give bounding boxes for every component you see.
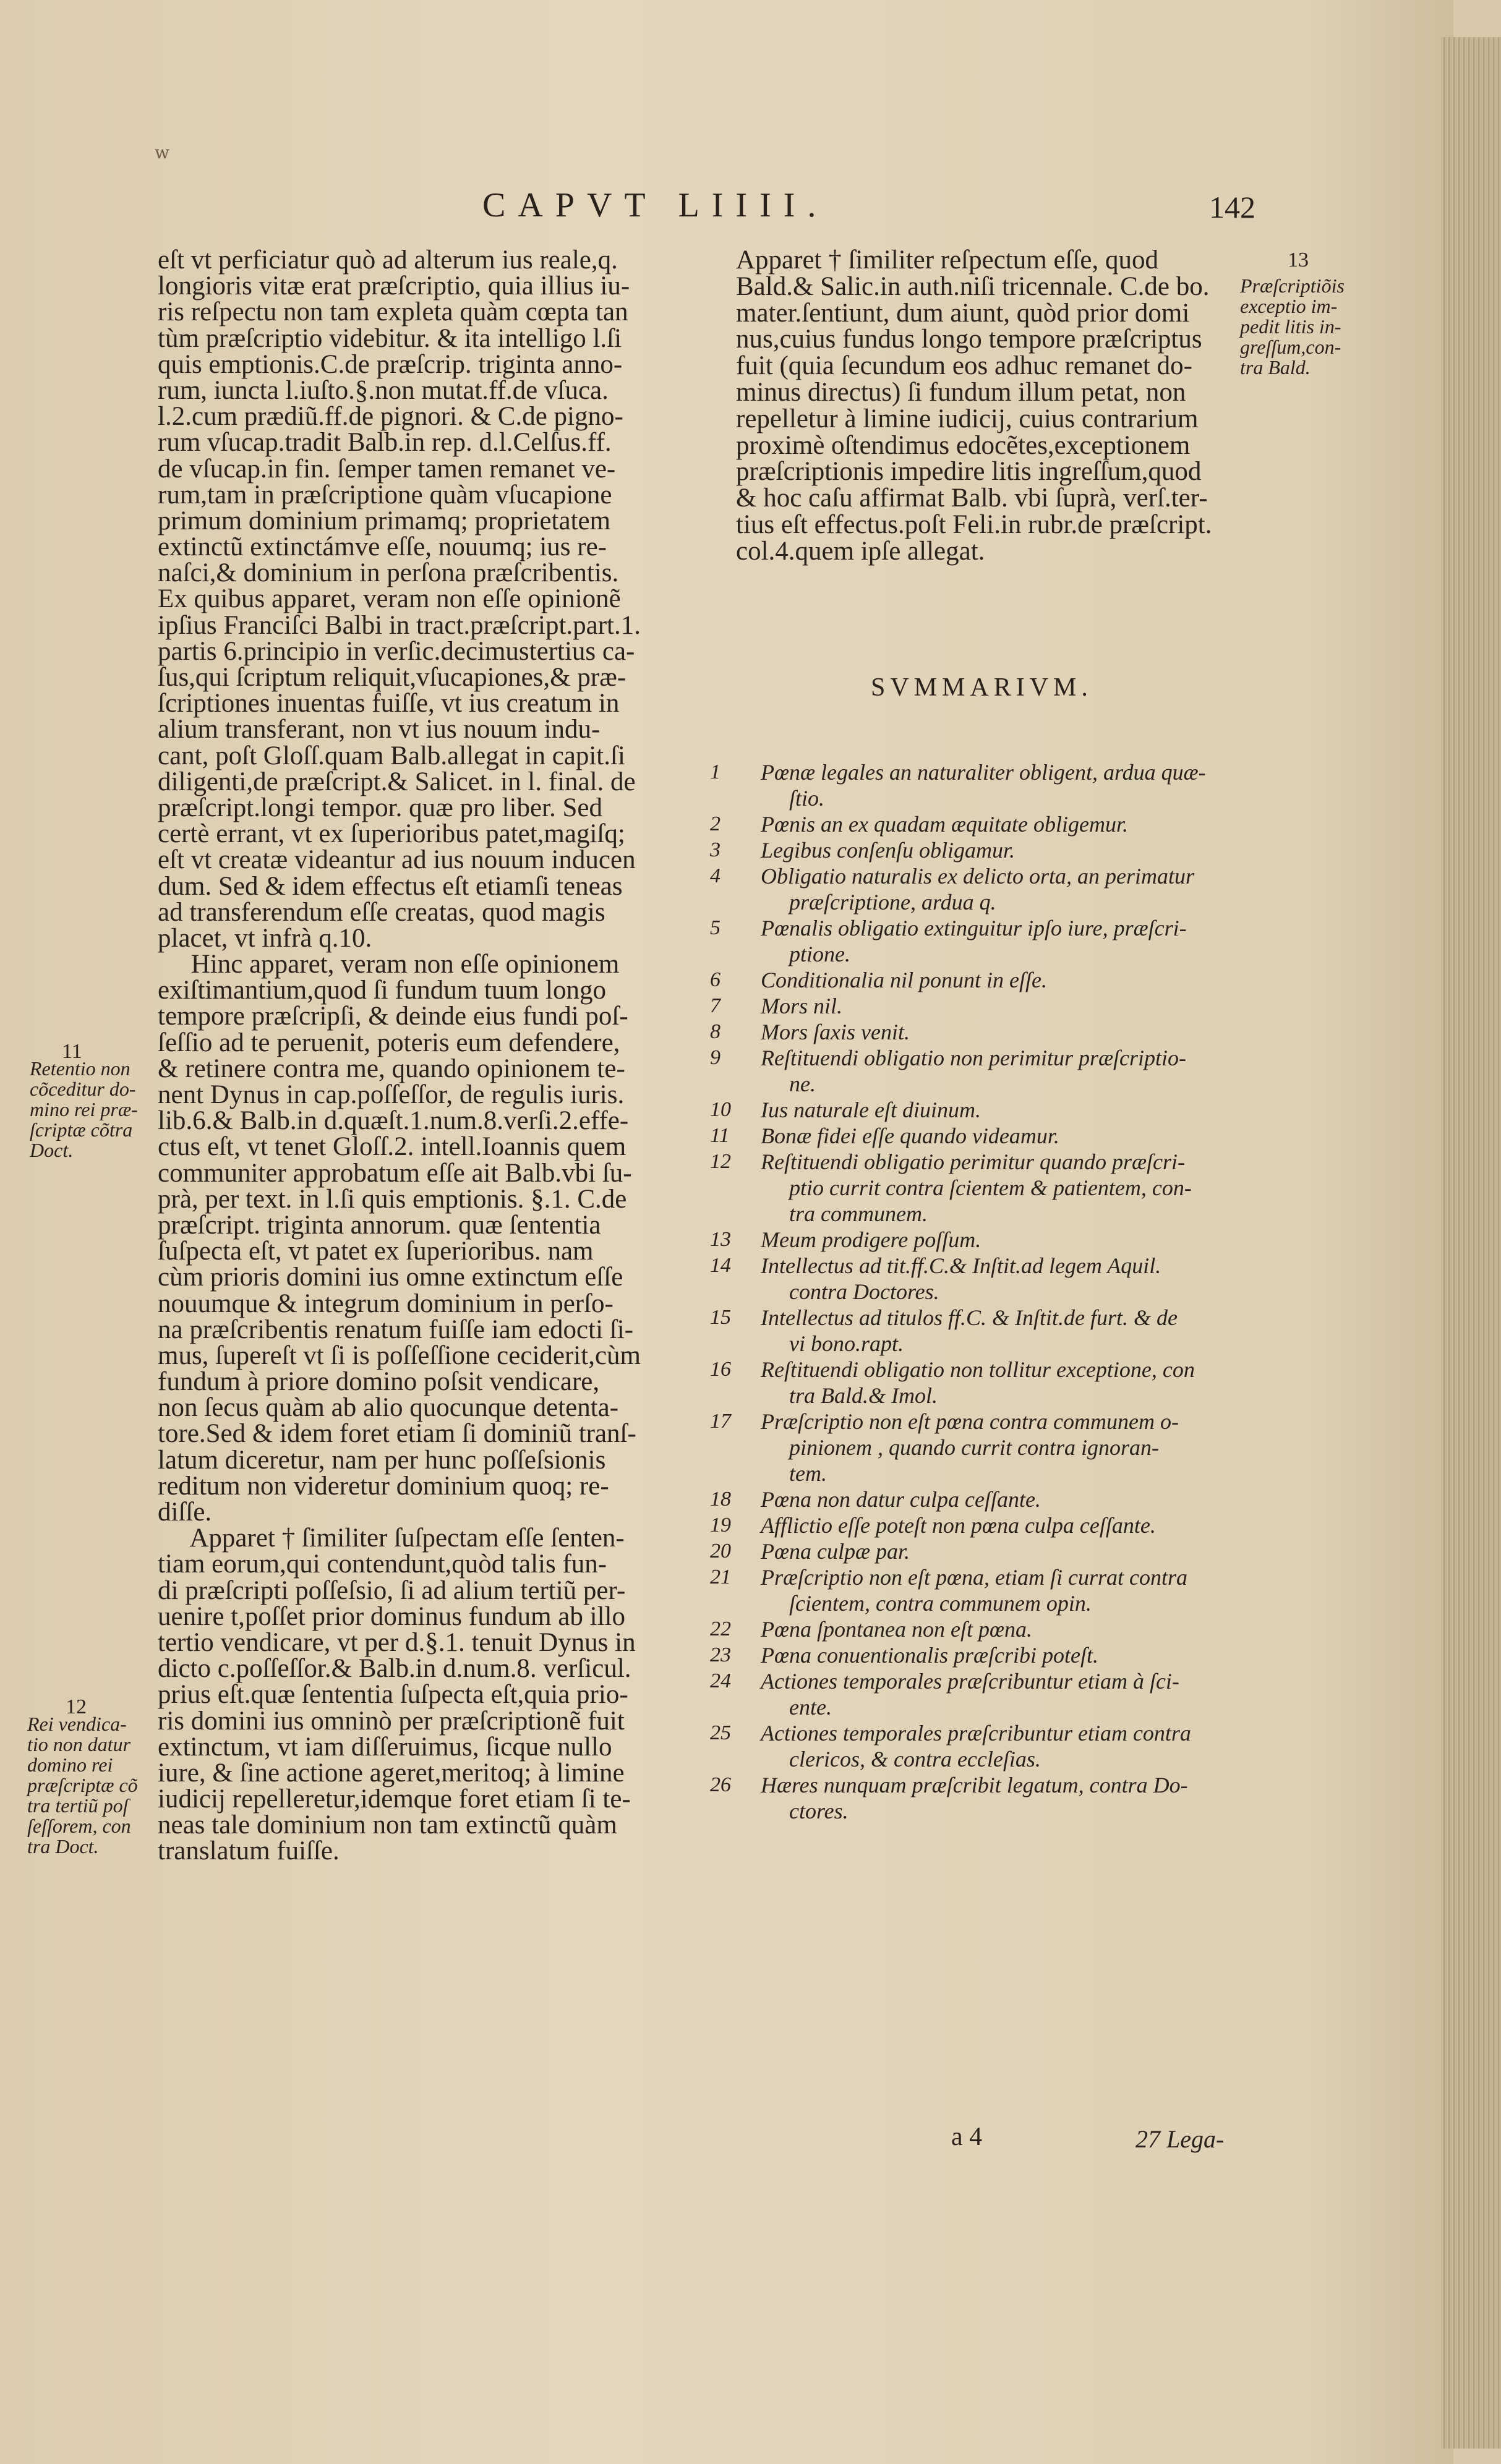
summary-item-number: 18 [710,1488,731,1511]
summary-item [705,1512,1249,1538]
text-line: & retinere contra me, quando opinionem te- [158,1054,625,1083]
text-line: na præſcribentis renatum fuiſſe iam edocti ſi- [158,1315,633,1344]
text-line: fuit (quia ſecundum eos adhuc remanet do- [736,351,1192,381]
text-line: Actiones temporales præſcribuntur etiam contra [761,1721,1191,1746]
text-line: Afflictio eſſe poteſt non pœna culpa ceſſante. [761,1513,1156,1538]
chapter-title: CAPVT LIIII. [482,186,829,224]
summary-item [705,1305,1249,1357]
summary-item-text [761,1564,1249,1616]
page-number: 142 [1209,190,1255,224]
text-line: Actiones temporales præſcribuntur etiam à ſci- [761,1669,1179,1694]
text-line: Pœna non datur culpa ceſſante. [761,1487,1041,1512]
text-line: ris domini ius omninò per præſcriptionẽ fuit [158,1706,625,1736]
summary-item-text [761,967,1249,993]
margin-note [1240,276,1345,378]
text-line: Hæres nunquam præſcribit legatum, contra Do- [761,1773,1188,1797]
text-line: Pœnæ legales an naturaliter obligent, ardua quæ- [761,760,1206,785]
text-line: ctus eſt, vt tenet Gloſſ.2. intell.Ioannis quem [158,1132,626,1162]
text-line: extinctum, vt iam diſſeruimus, ſicque nullo [158,1732,612,1762]
text-line: Præſcriptio non eſt pœna contra communem o- [761,1409,1179,1434]
text-line: Præſcriptio non eſt pœna, etiam ſi currat contra [761,1565,1187,1590]
text-line: Mors ſaxis venit. [761,1020,910,1044]
text-line: eſt vt creatæ videantur ad ius nouum inducen [158,845,636,875]
text-line: ctores. [789,1799,849,1823]
text-line: lib.6.& Balb.in d.quæſt.1.num.8.verſi.2.effe- [158,1106,629,1136]
stray-mark: w [155,142,169,163]
text-line: Mors nil. [761,994,843,1018]
text-line: ris reſpectu non tam expleta quàm cœpta tan [158,297,628,327]
text-line: Meum prodigere poſſum. [761,1227,981,1252]
text-line: tio non datur [27,1733,131,1755]
text-line: dum. Sed & idem effectus eſt etiamſi teneas [158,871,623,901]
text-line: diſſe. [158,1498,212,1527]
text-line: de vſucap.in fin. ſemper tamen remanet ve- [158,454,616,484]
text-line: domino rei [27,1754,113,1776]
text-line: tra Bald.& Imol. [789,1383,938,1408]
text-line: contra Doctores. [789,1279,939,1304]
summary-item-number: 1 [710,761,721,783]
text-line: tra Bald. [1240,356,1311,378]
text-line: longioris vitæ erat præſcriptio, quia illius iu- [158,271,630,301]
text-line: nent Dynus in cap.poſſeſſor, de regulis iuris. [158,1080,625,1109]
text-line: nouumque & integrum dominium in perſo- [158,1289,614,1318]
summary-item-text [761,1538,1249,1564]
summary-item-text [761,1772,1249,1824]
summary-item [705,1538,1249,1564]
left-column [158,247,677,1865]
text-line: ſeſſio ad te peruenit, poteris eum defendere, [158,1028,620,1057]
text-line: fundum à priore domino poſsit vendicare, [158,1367,600,1397]
summary-item-text [761,1512,1249,1538]
summary-item [705,915,1249,967]
summary-item [705,1357,1249,1409]
summary-item-number: 15 [710,1306,731,1329]
text-line: Intellectus ad tit.ff.C.& Inſtit.ad legem Aquil. [761,1253,1161,1278]
summary-item [705,1019,1249,1045]
text-line: Rei vendica- [27,1713,127,1735]
summary-item [705,1668,1249,1720]
summary-item [705,1123,1249,1149]
summary-item-number: 20 [710,1540,731,1562]
margin-number: 11 [62,1040,82,1063]
summary-item-number: 21 [710,1566,731,1588]
margin-note [27,1714,138,1857]
text-line: cant, poſt Gloſſ.quam Balb.allegat in capit.ſi [158,741,625,770]
summary-item-text [761,811,1249,837]
text-line: tem. [789,1461,827,1486]
summary-item-text [761,1227,1249,1253]
text-line: Ius naturale eſt diuinum. [761,1098,981,1122]
text-line: iure, & ſine actione ageret,meritoq; à limine [158,1758,625,1788]
summary-item-number: 3 [710,838,721,861]
text-line: communiter approbatum eſſe ait Balb.vbi ſu- [158,1158,632,1188]
text-line: tra tertiũ poſ [27,1794,129,1817]
text-line: & hoc caſu affirmat Balb. vbi ſuprà, verſ.ter- [736,484,1208,513]
text-line: cùm prioris domini ius omne extinctum eſſe [158,1263,623,1292]
summary-item [705,967,1249,993]
summary-item-text [761,1720,1249,1772]
text-line: præſcriptionis impedire litis ingreſſum,quod [736,457,1202,487]
summary-item-text [761,1668,1249,1720]
summary-item [705,1409,1249,1486]
margin-number: 12 [66,1695,87,1718]
text-line: proximè oſtendimus edocẽtes,exceptionem [736,430,1191,460]
text-line: Bald.& Salic.in auth.niſi tricennale. C.de bo. [736,271,1210,301]
summary-item-text [761,1045,1249,1097]
summary-item [705,837,1249,863]
text-line: Obligatio naturalis ex delicto orta, an perimatur [761,864,1194,889]
summary-item-text [761,1642,1249,1668]
summary-item-number: 19 [710,1514,731,1537]
text-line: Reſtituendi obligatio perimitur quando præſcri- [761,1149,1185,1174]
text-line: placet, vt infrà q.10. [158,923,372,953]
text-line: tertio vendicare, vt per d.§.1. tenuit Dynus in [158,1627,636,1657]
summary-item-text [761,1616,1249,1642]
page-edges [1441,37,1501,2449]
text-line: ſtio. [789,786,825,811]
text-line: tra Doct. [27,1835,99,1857]
text-line: Reſtituendi obligatio non tollitur exceptione, con [761,1357,1195,1382]
text-line: tius eſt effectus.poſt Feli.in rubr.de præſcript. [736,509,1212,539]
text-line: ſcientem, contra communem opin. [789,1591,1092,1616]
text-line: rum,tam in præſcriptione quàm vſucapione [158,480,612,509]
text-line: pedit litis in- [1240,315,1341,338]
summary-item-number: 7 [710,994,721,1017]
right-column [736,247,1243,565]
text-line: reditum non videretur dominium quoq; re- [158,1471,609,1501]
summary-item-number: 6 [710,968,721,991]
text-line: Apparet † ſimiliter reſpectum eſſe, quod [736,245,1159,275]
text-line: vi bono.rapt. [789,1331,904,1356]
text-line: neas tale dominium non tam extinctũ quàm [158,1810,617,1840]
summary-item-text [761,1253,1249,1305]
margin-number: 13 [1288,249,1309,271]
summary-item-text [761,993,1249,1019]
text-line: exceptio im- [1240,295,1338,317]
running-header [482,185,1255,241]
text-line: prà, per text. in l.ſi quis emptionis. §.1. C.de [158,1184,627,1214]
summary-item [705,1045,1249,1097]
text-line: mino rei præ- [30,1098,138,1120]
summary-item-text [761,1123,1249,1149]
text-line: certè errant, vt ex ſuperioribus patet,magiſq; [158,819,625,849]
text-line: ſcriptæ cõtra [30,1119,133,1141]
text-line: ente. [789,1695,832,1720]
summary-item-number: 8 [710,1020,721,1043]
text-line: tiam eorum,qui contendunt,quòd talis fun- [158,1550,607,1579]
text-line: præſcript.longi tempor. quæ pro liber. Sed [158,793,602,822]
summary-item-number: 24 [710,1669,731,1692]
signature-mark: a 4 [951,2123,983,2151]
summary-item-text [761,1409,1249,1486]
text-line: partis 6.principio in verſic.decimustertius ca- [158,636,635,666]
summary-item-number: 16 [710,1358,731,1381]
summary-item-number: 4 [710,864,721,887]
text-line: Reſtituendi obligatio non perimitur præſcriptio- [761,1046,1186,1070]
text-line: tra communem. [789,1201,928,1226]
text-line: rum, iuncta l.iuſto.§.non mutat.ff.de vſuca. [158,375,609,405]
summary-item-text [761,1486,1249,1512]
text-line: Hinc apparet, veram non eſſe opinionem [158,950,620,979]
text-line: tore.Sed & idem foret etiam ſi dominiũ tranſ- [158,1419,636,1449]
text-line: clericos, & contra eccleſias. [789,1747,1041,1771]
text-line: tùm præſcriptio videbitur. & ita intelligo l.ſi [158,323,622,353]
summary-item-number: 13 [710,1228,731,1251]
summary-item-number: 25 [710,1721,731,1744]
text-line: l.2.cum prædiũ.ff.de pignori. & C.de pigno- [158,402,623,432]
text-line: ne. [789,1072,816,1096]
text-line: dicto c.poſſeſſor.& Balb.in d.num.8. verſicul. [158,1654,631,1684]
text-line: naſci,& dominium in perſona præſcribentis. [158,558,619,588]
summary-item [705,1149,1249,1227]
summary-item-number: 26 [710,1773,731,1796]
summary-item [705,1616,1249,1642]
text-line: Conditionalia nil ponunt in eſſe. [761,968,1047,992]
text-line: diligenti,de præſcript.& Salicet. in l. final. de [158,767,636,796]
text-line: Legibus conſenſu obligamur. [761,838,1015,863]
catchword: 27 Lega- [1135,2125,1225,2153]
text-line: ipſius Franciſci Balbi in tract.præſcript.part.1. [158,610,641,640]
text-line: quis emptionis.C.de præſcrip. triginta anno- [158,349,623,379]
summary-item-text [761,1357,1249,1409]
text-line: nus,cuius fundus longo tempore præſcriptus [736,325,1202,354]
summary-item [705,811,1249,837]
summary-item [705,1720,1249,1772]
text-line: di præſcripti poſſeſsio, ſi ad alium tertiũ per- [158,1575,626,1605]
text-line: extinctũ extinctámve eſſe, nouumq; ius re- [158,532,607,562]
text-line: exiſtimantium,quod ſi fundum tuum longo [158,976,606,1005]
summary-title: SVMMARIVM. [871,673,1093,702]
text-line: Intellectus ad titulos ff.C. & Inſtit.de furt. & de [761,1305,1178,1330]
text-line: uenire t,poſſet prior dominus fundum ab illo [158,1601,625,1631]
summary-item [705,1642,1249,1668]
text-line: ſuſpecta eſt, vt patet ex ſuperioribus. nam [158,1237,594,1266]
text-line: minus directus) ſi fundum illum petat, non [736,377,1186,407]
text-line: Retentio non [30,1057,130,1080]
summary-item-text [761,837,1249,863]
summary-item-number: 9 [710,1046,721,1069]
text-line: prius eſt.quæ ſententia ſuſpecta eſt,quia prio- [158,1680,628,1710]
text-line: alium transferant, non vt ius nouum indu- [158,715,601,744]
summary-list [705,759,1249,1824]
summary-item [705,1227,1249,1253]
summary-item-number: 14 [710,1254,731,1277]
text-line: præſcript. triginta annorum. quæ ſententia [158,1210,601,1240]
text-line: repelletur à limine iudicij, cuius contrarium [736,404,1199,433]
text-line: ſeſſorem, con [27,1815,131,1837]
summary-item-text [761,1149,1249,1227]
text-line: Præſcriptiõis [1240,275,1345,297]
text-line: pinionem , quando currit contra ignoran- [789,1435,1159,1460]
summary-item [705,1772,1249,1824]
text-line: col.4.quem ipſe allegat. [736,536,985,566]
summary-item [705,1486,1249,1512]
text-line: præſcriptione, ardua q. [789,890,996,914]
text-line: Bonæ fidei eſſe quando videamur. [761,1123,1059,1148]
summary-item-number: 23 [710,1643,731,1666]
summary-item-number: 12 [710,1150,731,1173]
margin-note [30,1059,138,1161]
text-line: Pœnalis obligatio extinguitur ipſo iure, præſcri- [761,916,1187,940]
summary-item-text [761,1019,1249,1045]
text-line: Apparet † ſimiliter ſuſpectam eſſe ſenten- [158,1524,625,1553]
summary-item [705,863,1249,915]
summary-item-number: 11 [710,1124,730,1147]
summary-item-text [761,863,1249,915]
text-line: ſcriptiones inuentas fuiſſe, vt ius creatum in [158,689,620,718]
summary-item [705,993,1249,1019]
summary-item-text [761,915,1249,967]
text-line: translatum fuiſſe. [158,1836,340,1866]
summary-item [705,759,1249,811]
text-line: eſt vt perficiatur quò ad alterum ius reale,q. [158,245,618,275]
text-line: non ſecus quàm ab alio quocunque detenta- [158,1393,619,1423]
summary-item-number: 2 [710,812,721,835]
summary-item [705,1564,1249,1616]
summary-item-number: 17 [710,1410,731,1433]
text-line: ptio currit contra ſcientem & patientem, con- [789,1175,1192,1200]
text-line: mater.ſentiunt, dum aiunt, quòd prior domi [736,298,1190,328]
text-line: ad transferendum eſſe creatas, quod magis [158,897,605,927]
text-line: Ex quibus apparet, veram non eſſe opinionẽ [158,584,621,614]
text-line: Pœnis an ex quadam æquitate obligemur. [761,812,1128,837]
text-line: iudicij repelleretur,idemque foret etiam ſi te- [158,1784,631,1814]
text-line: rum vſucap.tradit Balb.in rep. d.l.Celſus.ff. [158,428,612,458]
text-line: tempore præſcripſi, & deinde eius fundi poſ- [158,1002,628,1031]
text-line: Pœna culpæ par. [761,1539,910,1564]
text-line: ptione. [789,942,850,966]
text-line: cõceditur do- [30,1078,136,1100]
text-line: Doct. [30,1139,74,1161]
text-line: mus, ſupereſt vt ſi is poſſeſſione ceciderit,cùm [158,1341,641,1370]
summary-item-number: 22 [710,1618,731,1640]
summary-item-text [761,759,1249,811]
text-line: præſcriptæ cõ [27,1774,138,1796]
text-line: Pœna conuentionalis præſcribi poteſt. [761,1643,1098,1668]
text-line: ſus,qui ſcriptum reliquit,vſucapiones,& præ- [158,663,626,692]
summary-item-text [761,1097,1249,1123]
summary-item-number: 5 [710,916,721,939]
text-line: primum dominium primamq; proprietatem [158,506,611,535]
summary-item-number: 10 [710,1098,731,1121]
text-line: greſſum,con- [1240,336,1341,358]
summary-item-text [761,1305,1249,1357]
text-line: Pœna ſpontanea non eſt pœna. [761,1617,1032,1642]
text-line: latum diceretur, nam per hunc poſſeſsionis [158,1445,606,1475]
summary-item [705,1253,1249,1305]
summary-item [705,1097,1249,1123]
